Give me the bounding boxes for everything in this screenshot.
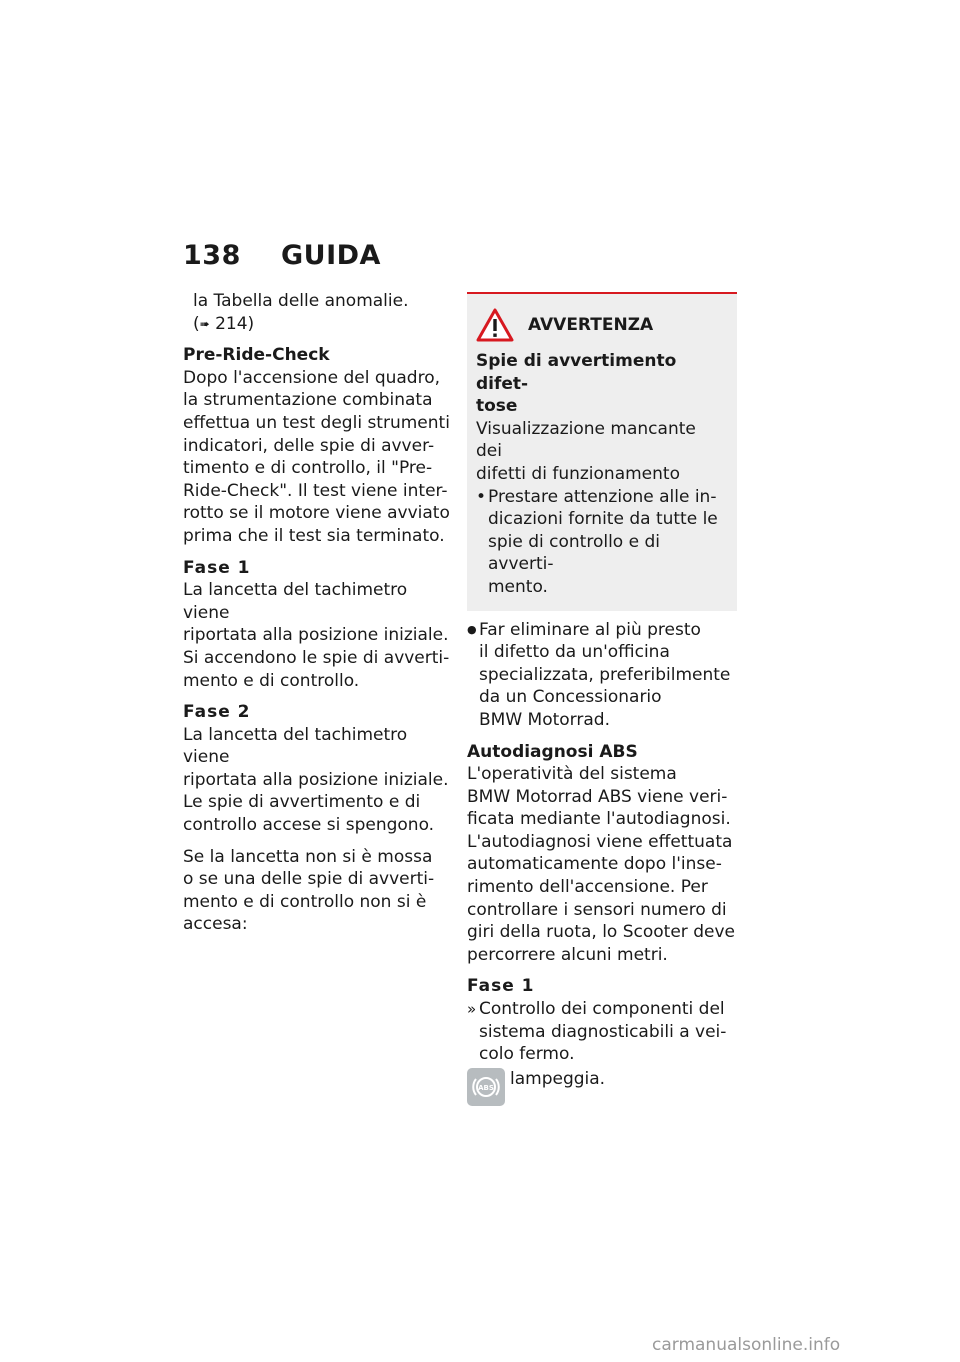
section-heading: Pre-Ride-Check (183, 345, 330, 366)
text-line: BMW Motorrad ABS viene veri- (467, 786, 728, 807)
warning-title (476, 308, 727, 342)
text-line: da un Concessionario (479, 687, 662, 708)
text-line: » Controllo dei componenti del (479, 999, 725, 1020)
abs-symbol-icon (471, 1072, 501, 1102)
text-line: accesa: (183, 914, 248, 935)
text-line: colo fermo. (479, 1044, 575, 1065)
text-line: mento e di controllo. (183, 670, 360, 691)
text-line: timento e di controllo, il "Pre- (183, 458, 433, 479)
text-line: Ride-Check". Il test viene inter- (183, 480, 448, 501)
text-line: specializzata, preferibilmente (479, 664, 731, 685)
text-line: la strumentazione combinata (183, 390, 433, 411)
text-line: controllare i sensori numero di (467, 899, 727, 920)
text-line: mento e di controllo non si è (183, 891, 427, 912)
section-title: GUIDA (281, 240, 381, 271)
text-line: il difetto da un'officina (479, 642, 670, 663)
text-line: BMW Motorrad. (479, 709, 610, 730)
warning-bullets (476, 486, 727, 599)
warning-box (467, 292, 737, 611)
text-line: mento. (488, 576, 548, 597)
text-line: Spie di avvertimento difet- (476, 351, 677, 394)
text-line: spie di controllo e di avverti- (488, 531, 660, 575)
text-line: percorrere alcuni metri. (467, 944, 668, 965)
text-line: automaticamente dopo l'inse- (467, 854, 722, 875)
text-line: dicazioni fornite da tutte le (488, 509, 718, 530)
text-line: L'autodiagnosi viene effettuata (467, 831, 733, 852)
text-line: rimento dell'accensione. Per (467, 877, 708, 898)
text-line: effettua un test degli strumenti (183, 412, 450, 433)
action-item (467, 619, 737, 732)
warning-label: AVVERTENZA (528, 314, 654, 335)
right-column (467, 292, 737, 1106)
text-line: • Prestare attenzione alle in- (488, 486, 717, 507)
step-item (467, 998, 737, 1066)
abs-warning-light-icon (467, 1068, 505, 1106)
text-line: Visualizzazione mancante dei (476, 418, 696, 462)
page-number: 138 (183, 240, 241, 271)
intro-ref[interactable]: (➠ 214) (193, 313, 255, 334)
arrow-right-icon: ➠ (199, 316, 210, 331)
text-line: rotto se il motore viene avviato (183, 503, 450, 524)
text-line: La lancetta del tachimetro viene (183, 724, 408, 768)
ref-page: 214) (215, 313, 255, 334)
fase1-section (183, 557, 453, 693)
text-line: giri della ruota, lo Scooter deve (467, 922, 735, 943)
section-heading: Fase 2 (183, 702, 251, 723)
text-line: L'operatività del sistema (467, 764, 677, 785)
abs-status-text: lampeggia. (510, 1068, 606, 1089)
text-line: riportata alla posizione iniziale. (183, 769, 449, 790)
watermark[interactable]: carmanualsonline.info (652, 1335, 841, 1355)
warning-text (476, 418, 727, 486)
text-line: indicatori, delle spie di avver- (183, 435, 435, 456)
text-line: tose (476, 396, 518, 417)
pre-ride-check-section (183, 344, 453, 547)
intro-text (183, 290, 453, 335)
abs-section (467, 741, 737, 967)
text-line: La lancetta del tachimetro viene (183, 580, 408, 623)
left-column (183, 290, 453, 945)
warning-heading (476, 350, 727, 418)
text-line: Se la lancetta non si è mossa (183, 846, 433, 867)
text-line: Si accendono le spie di avverti- (183, 647, 450, 668)
text-line: Dopo l'accensione del quadro, (183, 367, 441, 388)
list-item (476, 486, 727, 599)
abs-icon-label: ABS (478, 1083, 494, 1092)
section-heading: Autodiagnosi ABS (467, 741, 638, 762)
text-line: o se una delle spie di avverti- (183, 869, 435, 890)
final-paragraph (183, 846, 453, 936)
text-line: controllo accese si spengono. (183, 815, 435, 836)
section-heading: Fase 1 (183, 557, 251, 578)
text-line: ficata mediante l'autodiagnosi. (467, 809, 731, 830)
warning-triangle-icon (476, 308, 514, 342)
section-heading: Fase 1 (467, 976, 535, 997)
text-line: riportata alla posizione iniziale. (183, 625, 449, 646)
abs-indicator-row (467, 1068, 737, 1106)
page-header (183, 240, 381, 271)
abs-fase1-section (467, 975, 737, 1105)
text-line: difetti di funzionamento (476, 463, 680, 484)
intro-line: la Tabella delle anomalie. (193, 291, 409, 311)
fase2-section (183, 701, 453, 837)
text-line: Le spie di avvertimento e di (183, 792, 421, 813)
text-line: prima che il test sia terminato. (183, 525, 445, 546)
text-line: sistema diagnosticabili a vei- (479, 1021, 727, 1042)
text-line: ● Far eliminare al più presto (479, 619, 701, 640)
